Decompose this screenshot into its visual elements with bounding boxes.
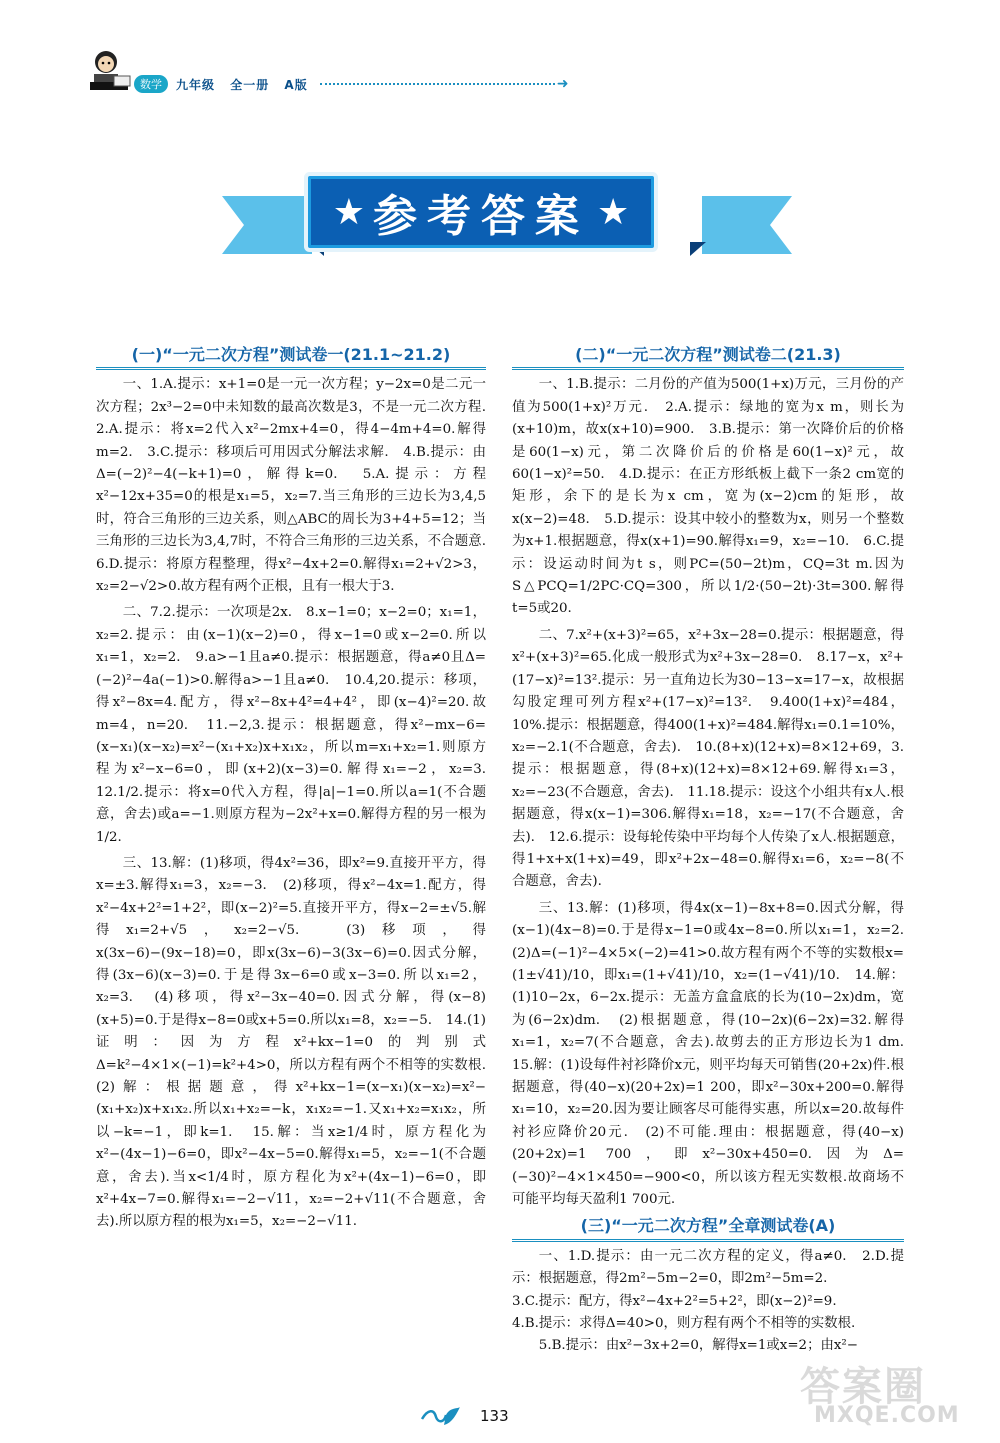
page-footer: [420, 1405, 509, 1427]
banner-title-text: 参考答案: [373, 191, 589, 242]
book-info: [176, 76, 318, 93]
arrow-right-icon: ➜: [556, 76, 569, 92]
answer-paragraph: 三、13.解：(1)移项，得4x(x−1)−8x+8=0.因式分解，得(x−1)(4x−8)=0.于是得x−1=0或4x−8=0.所以x₁=1，x₂=2. (2)Δ=(−1)²−4×5×(−2)=41>0.故方程有两个不等的实数根x=(1±√41)/10，即x₁=(1+√41)/10，x₂=(1−√41)/10. 14.解：(1)10−2x，6−2x.提示：无盖方盒盒底的长为(10−2x)dm，宽为(6−2x)dm. (2)根据题意，得(10−2x)(6−2x)=32.解得x₁=1，x₂=7(不合题意，舍去).故剪去的正方形边长为1 dm. 15.解：(1)设每件衬衫降价x元，则平均每天可销售(20+2x)件.根据题意，得(40−x)(20+2x)=1 200，即x²−30x+200=0.解得x₁=10，x₂=20.因为要让顾客尽可能得实惠，所以x=20.故每件衬衫应降价20元. (2)不可能.理由：根据题意，得(40−x)(20+2x)=1 700，即x²−30x+450=0.因为Δ=(−30)²−4×1×450=−900<0，所以该方程无实数根.故商场不可能平均每天盈利1 700元.: [512, 900, 918, 1208]
mascot-reading-icon: [86, 48, 138, 94]
star-icon: ★: [597, 191, 630, 233]
answer-paragraph: 二、7.x²+(x+3)²=65，x²+3x−28=0.提示：根据题意，得x²+(x+3)²=65.化成一般形式为x²+3x−28=0. 8.17−x，x²+(17−x)²=13².提示：另一直角边长为30−13−x=17−x，故根据勾股定理可列方程x²+(17−x)²=13². 9.400(1+x)²=484，10%.提示：根据题意，得400(1+x)²=484.解得x₁=0.1=10%，x₂=−2.1(不合题意，舍去). 10.(8+x)(12+x)=8×12+69，3.提示：根据题意，得(8+x)(12+x)=8×12+69.解得x₁=3，x₂=−23(不合题意，舍去). 11.18.提示：设这个小组共有x人.根据题意，得x(x−1)=306.解得x₁=18，x₂=−17(不合题意，舍去). 12.6.提示：设每轮传染中平均每个人传染了x人.根据题意，得1+x+x(1+x)=49，即x²+2x−48=0.解得x₁=6，x₂=−8(不合题意，舍去).: [512, 627, 904, 890]
star-icon: ★: [332, 191, 365, 233]
volume-label: 全一册: [230, 77, 270, 92]
answer-paragraph: 5.B.提示：由x²−3x+2=0，解得x=1或x=2；由x²−: [538, 1338, 858, 1354]
section-title: (一)“一元二次方程”测试卷一(21.1~21.2): [96, 344, 486, 370]
answer-paragraph: 3.C.提示：配方，得x²−4x+2²=5+2²，即(x−2)²=9.: [512, 1293, 837, 1309]
answer-paragraph: 二、7.2.提示：一次项是2x. 8.x−1=0；x−2=0；x₁=1，x₂=2.提示：由(x−1)(x−2)=0，得x−1=0或x−2=0.所以x₁=1，x₂=2. 9.a>−1且a≠0.提示：根据题意，得a≠0且Δ=(−2)²−4a(−1)>0.解得a>−1且a≠0. 10.4,20.提示：移项，得x²−8x=4.配方，得x²−8x+4²=4+4²，即(x−4)²=20.故m=4，n=20. 11.−2,3.提示：根据题意，得x²−mx−6=(x−x₁)(x−x₂)=x²−(x₁+x₂)x+x₁x₂，所以m=x₁+x₂=1.则原方程为x²−x−6=0，即(x+2)(x−3)=0.解得x₁=−2，x₂=3. 12.1/2.提示：将x=0代入方程，得|a|−1=0.所以a=1(不合题意，舍去)或a=−1.则原方程为−2x²+x=0.解得方程的另一根为1/2.: [96, 605, 500, 845]
section-title: (二)“一元二次方程”测试卷二(21.3): [512, 344, 904, 370]
watermark-title: 答案圈: [800, 1364, 926, 1410]
edition-label: A版: [284, 77, 308, 92]
left-column: [96, 344, 500, 1234]
watermark-url: MXQE.COM: [814, 1403, 960, 1428]
answer-paragraph: 一、1.A.提示：x+1=0是一元一次方程；y−2x=0是二元一次方程；2x³−2=0中未知数的最高次数是3，不是一元二次方程. 2.A.提示：将x=2代入x²−2mx+4=0，得4−4m+4=0.解得m=2. 3.C.提示：移项后可用因式分解法求解. 4.B.提示：由Δ=(−2)²−4(−k+1)=0，解得k=0. 5.A.提示：方程x²−12x+35=0的根是x₁=5，x₂=7.当三角形的三边长为3,4,5时，符合三角形的三边关系，则△ABC的周长为3+4+5=12；当三角形的三边长为3,4,7时，不符合三角形的三边关系，不合题意. 6.D.提示：将原方程整理，得x²−4x+2=0.解得x₁=2+√2>3，x₂=2−√2>0.故方程有两个正根，且有一根大于3.: [96, 377, 500, 595]
right-column: [512, 344, 918, 1358]
answer-banner: [222, 176, 792, 262]
site-watermark: [800, 1355, 990, 1435]
page-number: 133: [480, 1407, 509, 1425]
answer-paragraph: 三、13.解：(1)移项，得4x²=36，即x²=9.直接开平方，得x=±3.解得x₁=3，x₂=−3. (2)移项，得x²−4x=1.配方，得x²−4x+2²=1+2²，即(x−2)²=5.直接开平方，得x−2=±√5.解得x₁=2+√5，x₂=2−√5. (3)移项，得x(3x−6)−(9x−18)=0，即x(3x−6)−3(3x−6)=0.因式分解，得(3x−6)(x−3)=0.于是得3x−6=0或x−3=0.所以x₁=2，x₂=3. (4)移项，得x²−3x−40=0.因式分解，得(x−8)(x+5)=0.于是得x−8=0或x+5=0.所以x₁=8，x₂=−5. 14.(1)证明：因为方程x²+kx−1=0的判别式Δ=k²−4×1×(−1)=k²+4>0，所以方程有两个不相等的实数根. (2)解：根据题意，得x²+kx−1=(x−x₁)(x−x₂)=x²−(x₁+x₂)x+x₁x₂.所以x₁+x₂=−k，x₁x₂=−1.又x₁+x₂=x₁x₂，所以−k=−1，即k=1. 15.解：当x≥1/4时，原方程化为x²−(4x−1)−6=0，即x²−4x−5=0.解得x₁=5，x₂=−1(不合题意，舍去).当x<1/4时，原方程化为x²+(4x−1)−6=0，即x²+4x−7=0.解得x₁=−2−√11，x₂=−2+√11(不合题意，舍去).所以原方程的根为x₁=5，x₂=−2−√11.: [96, 855, 500, 1230]
wave-ornament-icon: [420, 1405, 462, 1427]
page-header: [90, 70, 568, 98]
section-title: (三)“一元二次方程”全章测试卷(A): [512, 1215, 904, 1241]
banner-title: [308, 176, 654, 248]
grade-label: 九年级: [176, 77, 216, 92]
header-dotted-line: [320, 83, 555, 85]
subject-badge: 数学: [134, 75, 168, 93]
answer-paragraph: 4.B.提示：求得Δ=40>0，则方程有两个不相等的实数根.: [512, 1316, 856, 1332]
answer-paragraph: 一、1.D.提示：由一元二次方程的定义，得a≠0. 2.D.提示：根据题意，得2m²−5m−2=0，即2m²−5m=2.: [512, 1248, 904, 1287]
answer-paragraph: 一、1.B.提示：二月份的产值为500(1+x)万元，三月份的产值为500(1+x)²万元. 2.A.提示：绿地的宽为x m，则长为(x+10)m，故x(x+10)=900. 3.B.提示：第一次降价后的价格是60(1−x)元，第二次降价后的价格是60(1−x)²元，故60(1−x)²=50. 4.D.提示：在正方形纸板上截下一条2 cm宽的矩形，余下的是长为x cm，宽为(x−2)cm的矩形，故x(x−2)=48. 5.D.提示：设其中较小的整数为x，则另一个整数为x+1.根据题意，得x(x+1)=90.解得x₁=9，x₂=−10. 6.C.提示：设运动时间为t s，则PC=(50−2t)m，CQ=3t m.因为S△PCQ=1/2PC·CQ=300，所以1/2·(50−2t)·3t=300.解得t=5或20.: [512, 377, 904, 617]
